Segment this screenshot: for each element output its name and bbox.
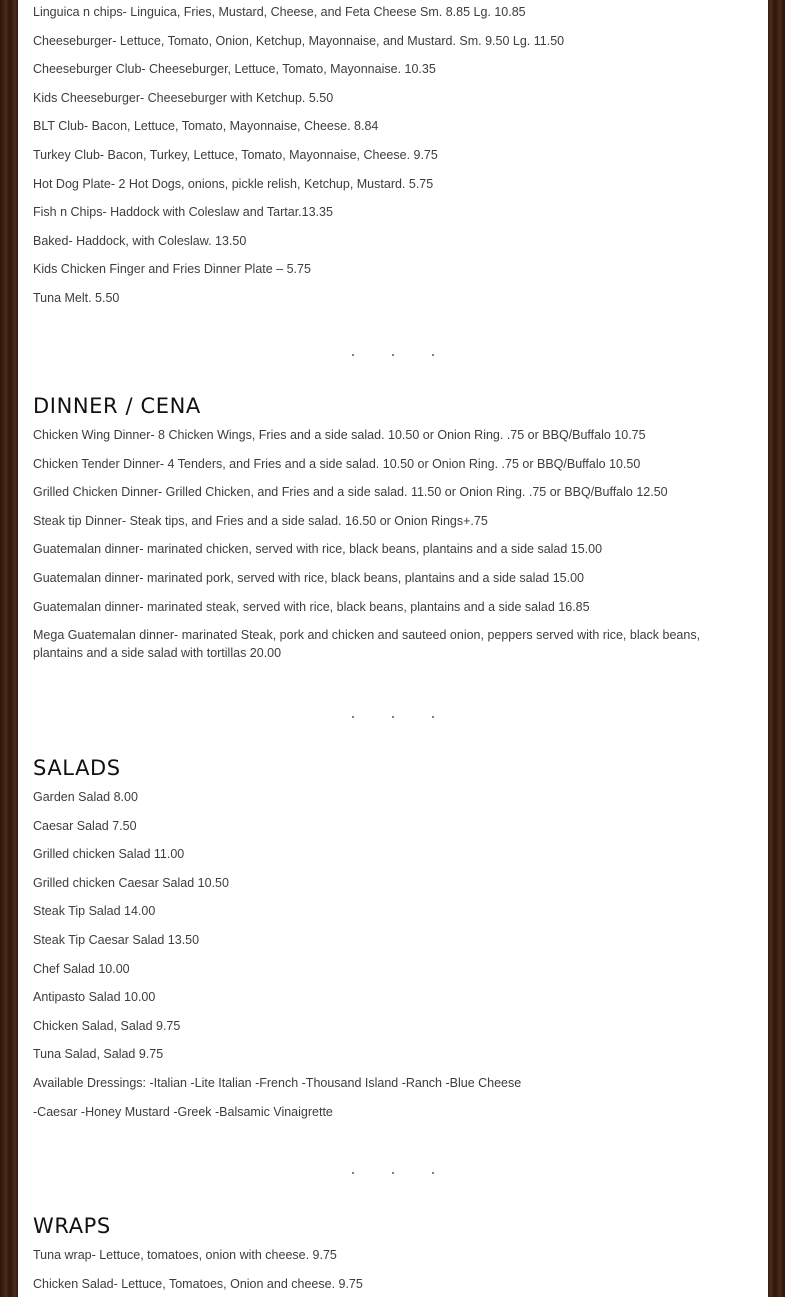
wraps-section: [33, 1212, 768, 1297]
menu-item: Cheeseburger Club- Cheeseburger, Lettuce, Tomato, Mayonnaise. 10.35: [33, 62, 436, 77]
menu-item: Cheeseburger- Lettuce, Tomato, Onion, Ketchup, Mayonnaise, and Mustard. Sm. 9.50 Lg. 11.50: [33, 33, 565, 48]
menu-item: Guatemalan dinner- marinated steak, served with rice, black beans, plantains and a side salad 16.85: [33, 599, 590, 614]
section-separator: [33, 326, 768, 374]
menu-item: Kids Cheeseburger- Cheeseburger with Ketchup. 5.50: [33, 90, 334, 105]
menu-item: Hot Dog Plate- 2 Hot Dogs, onions, pickle relish, Ketchup, Mustard. 5.75: [33, 176, 434, 191]
menu-item: Guatemalan dinner- marinated pork, served with rice, black beans, plantains and a side salad 15.00: [33, 570, 585, 585]
separator-dot: [352, 354, 354, 356]
menu-item: Tuna Melt. 5.50: [33, 290, 120, 305]
menu-item: Steak Tip Salad 14.00: [33, 904, 156, 919]
menu-item: Tuna Salad, Salad 9.75: [33, 1047, 164, 1062]
separator-dot: [352, 716, 354, 718]
lunch-section: [33, 3, 768, 318]
menu-item: Tuna wrap- Lettuce, tomatoes, onion with cheese. 9.75: [33, 1248, 337, 1262]
menu-item: Grilled chicken Caesar Salad 10.50: [33, 875, 229, 890]
menu-item: Chicken Salad, Salad 9.75: [33, 1018, 181, 1033]
menu-item: Antipasto Salad 10.00: [33, 990, 156, 1005]
menu-item: Turkey Club- Bacon, Turkey, Lettuce, Tomato, Mayonnaise, Cheese. 9.75: [33, 147, 438, 162]
menu-item: Baked- Haddock, with Coleslaw. 13.50: [33, 233, 247, 248]
menu-item: Mega Guatemalan dinner- marinated Steak, pork and chicken and sauteed onion, peppers served with rice, black beans, plantains and a side salad with tortillas 20.00: [33, 628, 701, 661]
separator-dot: [432, 1172, 434, 1174]
menu-item: Fish n Chips- Haddock with Coleslaw and Tartar.13.35: [33, 205, 333, 220]
salads-section: [33, 754, 768, 1131]
menu-item: Guatemalan dinner- marinated chicken, served with rice, black beans, plantains and a side salad 15.00: [33, 542, 603, 557]
dressings-list: Available Dressings: -Italian -Lite Italian -French -Thousand Island -Ranch -Blue Cheese: [33, 1075, 522, 1090]
separator-dot: [352, 1172, 354, 1174]
menu-item: Steak tip Dinner- Steak tips, and Fries and a side salad. 16.50 or Onion Rings+.75: [33, 513, 488, 528]
menu-item: Grilled chicken Salad 11.00: [33, 847, 185, 862]
section-heading: WRAPS: [33, 1214, 111, 1238]
dressings-list: -Caesar -Honey Mustard -Greek -Balsamic Vinaigrette: [33, 1104, 333, 1119]
separator-dot: [432, 354, 434, 356]
menu-item: Chicken Tender Dinner- 4 Tenders, and Fries and a side salad. 10.50 or Onion Ring. .75 or BBQ/Buffalo 10.50: [33, 456, 641, 471]
menu-item: Steak Tip Caesar Salad 13.50: [33, 932, 200, 947]
section-separator: [33, 688, 768, 736]
separator-dot: [392, 1172, 394, 1174]
section-heading: DINNER / CENA: [33, 394, 201, 418]
menu-item: Chicken Wing Dinner- 8 Chicken Wings, Fries and a side salad. 10.50 or Onion Ring. .75 or BBQ/Buffalo 10.75: [33, 428, 646, 442]
menu-item: Caesar Salad 7.50: [33, 818, 137, 833]
separator-dot: [432, 716, 434, 718]
menu-item: BLT Club- Bacon, Lettuce, Tomato, Mayonnaise, Cheese. 8.84: [33, 119, 379, 134]
menu-item: Kids Chicken Finger and Fries Dinner Plate – 5.75: [33, 262, 311, 277]
menu-item: Grilled Chicken Dinner- Grilled Chicken, and Fries and a side salad. 11.50 or Onion Ring. .75 or BBQ/Buffalo 12.50: [33, 485, 668, 500]
separator-dot: [392, 354, 394, 356]
menu-item: Garden Salad 8.00: [33, 790, 138, 804]
menu-item: Chef Salad 10.00: [33, 961, 130, 976]
menu-item: Chicken Salad- Lettuce, Tomatoes, Onion and cheese. 9.75: [33, 1276, 363, 1291]
menu-page: [18, 0, 768, 1297]
separator-dot: [392, 716, 394, 718]
section-heading: SALADS: [33, 756, 121, 780]
dinner-section: [33, 392, 768, 674]
menu-item: Linguica n chips- Linguica, Fries, Mustard, Cheese, and Feta Cheese Sm. 8.85 Lg. 10.85: [33, 5, 526, 19]
section-separator: [33, 1144, 768, 1192]
